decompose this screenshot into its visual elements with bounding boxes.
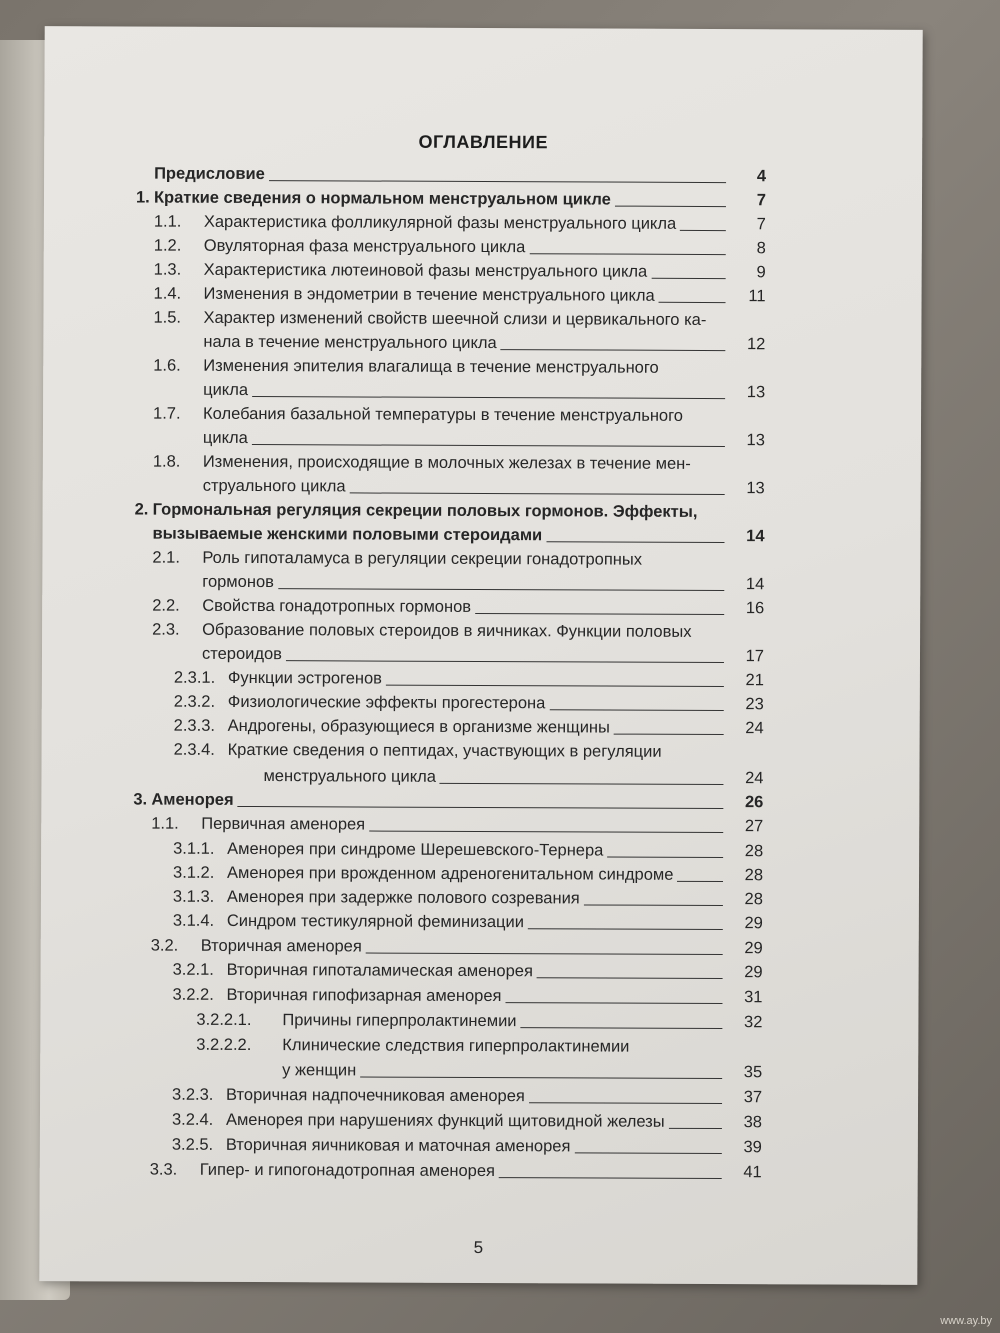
- toc-entry[interactable]: [204, 262, 766, 281]
- leader-line: [528, 928, 723, 930]
- toc-entry[interactable]: [151, 792, 763, 811]
- toc-entry-text-continued: цикла: [202, 428, 248, 447]
- toc-entry[interactable]: [204, 214, 766, 233]
- toc-entry-number: 3.1.3.: [172, 887, 215, 906]
- leader-line: [369, 830, 723, 833]
- toc-entry-text-continued: у женщин: [282, 1061, 357, 1080]
- toc-entry-number: 2.3.3.: [173, 716, 216, 735]
- leader-line: [651, 277, 725, 278]
- toc-entry-number: 3.2.5.: [171, 1135, 214, 1154]
- toc-entry-text: Аменорея: [151, 790, 234, 809]
- toc-entry[interactable]: [282, 1062, 762, 1081]
- toc-page-number: 28: [744, 842, 764, 861]
- toc-page-number: 13: [746, 383, 766, 402]
- toc-page-number: 29: [744, 963, 763, 982]
- toc-entry[interactable]: [263, 768, 763, 787]
- leader-line: [475, 612, 724, 614]
- leader-line: [584, 904, 723, 906]
- toc-page-number: 35: [743, 1063, 763, 1082]
- toc-page-number: 4: [756, 167, 767, 186]
- leader-line: [546, 541, 724, 543]
- toc-entry-number: 1.7.: [153, 404, 181, 423]
- toc-entry-number: 3.2.2.2.: [196, 1035, 252, 1055]
- leader-line: [386, 684, 724, 686]
- toc-entry-text: Изменения в эндометрии в течение менструального цикла: [203, 284, 655, 305]
- leader-line: [669, 1127, 722, 1128]
- toc-entry[interactable]: [154, 190, 766, 209]
- toc-entry-number: 1.1.: [153, 212, 182, 231]
- toc-entry-text: Клинические следствия гиперпролактинемии: [282, 1036, 630, 1056]
- toc-page-number: 39: [743, 1138, 762, 1157]
- toc-entry-text: Предисловие: [154, 164, 265, 184]
- toc-entry[interactable]: [203, 430, 765, 449]
- toc-entry-text: Изменения, происходящие в молочных железах в течение мен-: [202, 452, 691, 473]
- leader-line: [360, 1076, 722, 1079]
- leader-line: [286, 660, 724, 663]
- toc-entry-number: 1.6.: [153, 356, 181, 375]
- toc-page-number: 21: [745, 671, 764, 690]
- toc-entry-number: 3.2.2.: [172, 985, 214, 1004]
- leader-line: [574, 1152, 721, 1154]
- leader-line: [607, 856, 723, 858]
- toc-entry-text: Причины гиперпролактинемии: [282, 1011, 517, 1031]
- toc-entry-text: Гипер- и гипогонадотропная аменорея: [199, 1160, 496, 1181]
- leader-line: [529, 253, 725, 255]
- page-number: 5: [473, 1237, 484, 1258]
- toc-page-number: 13: [746, 479, 765, 498]
- toc-page-number: 13: [746, 431, 765, 450]
- toc-page-number: 31: [744, 988, 763, 1007]
- toc-entry-number: 3.2.2.1.: [196, 1010, 252, 1030]
- toc-entry-number: 1.5.: [153, 308, 182, 327]
- toc-entry-number: 1.: [135, 188, 150, 207]
- leader-line: [350, 492, 725, 495]
- leader-line: [501, 349, 726, 351]
- toc-entry-text: Овуляторная фаза менструального цикла: [203, 236, 526, 257]
- toc-entry-number: 3.2.4.: [171, 1110, 214, 1129]
- toc-entry-number: 2.3.1.: [173, 668, 216, 687]
- toc-entry[interactable]: [203, 334, 765, 353]
- toc-page-number: 8: [756, 239, 766, 258]
- toc-entry[interactable]: [204, 238, 766, 257]
- leader-line: [614, 733, 724, 734]
- toc-page-number: 24: [745, 769, 764, 788]
- toc-entry[interactable]: [227, 841, 763, 860]
- leader-line: [521, 1027, 723, 1029]
- toc-entry-text-continued: гормонов: [202, 572, 274, 592]
- leader-line: [505, 1002, 722, 1004]
- toc-entry[interactable]: [227, 962, 763, 981]
- toc-entry-text-continued: цикла: [203, 380, 249, 399]
- toc-entry-text: Аменорея при синдроме Шерешевского-Тернера: [227, 839, 604, 860]
- leader-line: [278, 588, 724, 591]
- toc-entry-text: Вторичная гипофизарная аменорея: [226, 985, 502, 1006]
- toc-entry-text: Характер изменений свойств шеечной слизи и цервикального ка-: [203, 308, 707, 329]
- toc-entry-number: 2.1.: [152, 548, 180, 567]
- toc-entry[interactable]: [203, 382, 765, 401]
- toc-page-number: 29: [744, 939, 763, 958]
- toc-entry-number: 1.4.: [153, 284, 182, 303]
- toc-page-number: 9: [756, 263, 766, 282]
- toc-entry-number: 1.2.: [153, 236, 182, 255]
- toc-entry-number: 1.1.: [151, 814, 179, 833]
- toc-page-number: 7: [756, 215, 766, 234]
- toc-entry-text: Первичная аменорея: [201, 814, 366, 834]
- toc-entry-text: Краткие сведения о нормальном менструальном цикле: [153, 188, 611, 209]
- toc-page-number: 12: [746, 335, 766, 354]
- toc-entry-text: Образование половых стероидов в яичниках. Функции половых: [202, 620, 692, 641]
- toc-entry-text: Вторичная гипоталамическая аменорея: [226, 960, 533, 981]
- toc-page-number: 24: [745, 719, 764, 738]
- toc-entry-text: Синдром тестикулярной феминизации: [226, 911, 525, 932]
- toc-page-number: 16: [745, 599, 765, 618]
- toc-entry[interactable]: [154, 166, 766, 185]
- leader-line: [252, 443, 725, 446]
- toc-entry[interactable]: [226, 1087, 762, 1106]
- toc-entry[interactable]: [201, 938, 763, 957]
- toc-entry-number: 2.3.2.: [173, 692, 216, 711]
- toc-entry[interactable]: [200, 1162, 762, 1181]
- toc-entry-number: 2.: [134, 500, 149, 519]
- toc-entry[interactable]: [228, 718, 764, 737]
- leader-line: [677, 880, 723, 881]
- toc-page-number: 11: [748, 287, 766, 306]
- toc-entry-text-continued: струального цикла: [202, 476, 346, 496]
- toc-entry[interactable]: [202, 646, 764, 665]
- toc-entry-text: Функции эстрогенов: [227, 668, 383, 688]
- leader-line: [366, 952, 723, 955]
- toc-entry[interactable]: [202, 574, 764, 593]
- toc-page-number: 41: [743, 1163, 762, 1182]
- toc-entry[interactable]: [204, 286, 766, 305]
- leader-line: [680, 229, 726, 230]
- book-page: [39, 26, 922, 1285]
- toc-entry[interactable]: [226, 1112, 762, 1131]
- toc-entry[interactable]: [282, 1012, 762, 1031]
- toc-page-number: 26: [744, 793, 764, 812]
- toc-entry-number: 2.2.: [152, 596, 180, 615]
- toc-page-number: 14: [745, 575, 765, 594]
- toc-entry-text: Гормональная регуляция секреции половых гормонов. Эффекты,: [152, 500, 698, 521]
- toc-entry[interactable]: [226, 987, 762, 1006]
- toc-entry-text: Вторичная надпочечниковая аменорея: [226, 1085, 525, 1106]
- toc-entry[interactable]: [227, 913, 763, 932]
- toc-page-number: 14: [746, 527, 765, 546]
- toc-entry-number: 3.1.4.: [172, 911, 215, 930]
- toc-entry-text: Роль гипоталамуса в регуляции секреции гонадотропных: [202, 548, 643, 569]
- toc-entry[interactable]: [203, 478, 765, 497]
- leader-line: [615, 205, 726, 206]
- toc-page-number: 29: [744, 914, 763, 933]
- toc-entry-text: Вторичная аменорея: [200, 936, 362, 956]
- leader-line: [269, 180, 726, 183]
- toc-entry-text: Андрогены, образующиеся в организме женщины: [227, 716, 610, 737]
- toc-entry-text-continued: вызываемые женскими половыми стероидами: [152, 524, 543, 545]
- toc-entry-number: 3.2.3.: [172, 1085, 214, 1104]
- leader-line: [440, 782, 724, 784]
- toc-page-number: 7: [756, 191, 767, 210]
- toc-entry-number: 1.3.: [153, 260, 182, 279]
- toc-entry-number: 3.: [133, 790, 148, 809]
- leader-line: [537, 977, 723, 979]
- leader-line: [238, 805, 724, 808]
- toc-entry[interactable]: [202, 598, 764, 617]
- toc-entry-text-continued: нала в течение менструального цикла: [203, 332, 497, 353]
- toc-entry-number: 3.1.1.: [173, 839, 215, 858]
- toc-page-number: 17: [745, 647, 765, 666]
- toc-entry-text: Аменорея при нарушениях функций щитовидной железы: [225, 1110, 665, 1131]
- leader-line: [252, 395, 725, 398]
- toc-page-number: 28: [744, 866, 764, 885]
- toc-entry-number: 2.3.: [152, 620, 180, 639]
- leader-line: [499, 1177, 722, 1179]
- toc-entry-text: Колебания базальной температуры в течение менструального: [203, 404, 684, 425]
- toc-entry[interactable]: [227, 889, 763, 908]
- leader-line: [549, 709, 723, 711]
- toc-entry-text: Краткие сведения о пептидах, участвующих в регуляции: [227, 740, 662, 761]
- toc-entry-number: 2.3.4.: [173, 740, 215, 759]
- toc-entry[interactable]: [201, 816, 763, 835]
- toc-entry-number: 1.8.: [152, 452, 181, 471]
- toc-entry-number: 3.3.: [149, 1160, 178, 1179]
- toc-entry[interactable]: [228, 670, 764, 689]
- leader-line: [529, 1102, 722, 1104]
- toc-entry-text: Характеристика фолликулярной фазы менструального цикла: [203, 212, 677, 233]
- toc-entry-number: 3.2.1.: [172, 960, 214, 979]
- toc-page-number: 27: [744, 817, 764, 836]
- toc-entry-text: Свойства гонадотропных гормонов: [202, 596, 472, 616]
- toc-entry-number: 3.1.2.: [173, 863, 215, 882]
- toc-page-number: 32: [744, 1013, 763, 1032]
- toc-entry-text: Вторичная яичниковая и маточная аменорея: [225, 1135, 571, 1156]
- toc-entry[interactable]: [152, 526, 764, 545]
- toc-entry-text: Аменорея при задержке полового созревания: [226, 887, 580, 908]
- toc-entry-text: Характеристика лютеиновой фазы менструального цикла: [203, 260, 648, 281]
- toc-entry[interactable]: [227, 865, 763, 884]
- toc-entry[interactable]: [228, 694, 764, 713]
- toc-page-number: 37: [743, 1088, 763, 1107]
- page-title: ОГЛАВЛЕНИЕ: [418, 131, 549, 153]
- toc-entry-text: Аменорея при врожденном адреногенитальном синдроме: [227, 863, 674, 884]
- toc-entry-text: Изменения эпителия влагалища в течение менструального: [203, 356, 659, 377]
- toc-page-number: 38: [743, 1113, 763, 1132]
- toc-entry-text: Физиологические эффекты прогестерона: [227, 692, 546, 713]
- watermark: www.ay.by: [940, 1315, 992, 1327]
- toc-page-number: 23: [745, 695, 764, 714]
- toc-page-number: 28: [744, 890, 763, 909]
- toc-entry-text-continued: стероидов: [201, 644, 282, 664]
- leader-line: [659, 301, 726, 302]
- toc-entry-text-continued: менструального цикла: [263, 767, 436, 786]
- toc-entry[interactable]: [226, 1137, 762, 1156]
- toc-entry-number: 3.2.: [150, 936, 179, 955]
